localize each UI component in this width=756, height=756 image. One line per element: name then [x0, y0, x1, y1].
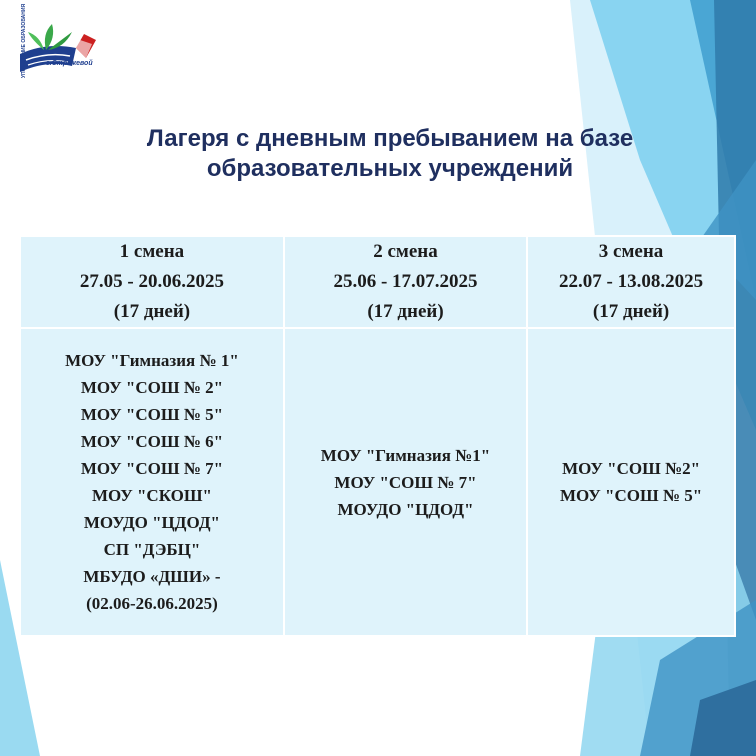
shift-institutions-1 [20, 328, 284, 636]
shift-name: 3 смена [598, 241, 664, 262]
shift-header-3 [527, 236, 735, 328]
institution-item: МОУ "СОШ № 2" [80, 378, 224, 397]
shift-dates: 27.05 - 20.06.2025 [79, 271, 224, 292]
shift-institutions-2 [284, 328, 527, 636]
shift-dates: 25.06 - 17.07.2025 [333, 271, 478, 292]
logo-caption: г.Стрежевой [46, 60, 93, 67]
shift-days: (17 дней) [113, 301, 191, 322]
institution-item: МОУ "Гимназия № 1" [65, 351, 239, 370]
institution-item: МОУ "СКОШ" [91, 486, 212, 505]
title-line: Лагеря с дневным пребыванием на базе [146, 125, 634, 152]
shift-name: 2 смена [373, 241, 438, 262]
shift-dates: 22.07 - 13.08.2025 [559, 271, 704, 292]
institution-item: МОУ "СОШ № 7" [80, 459, 224, 478]
title-line: образовательных учреждений [206, 155, 574, 182]
page-title [70, 124, 710, 184]
institution-item: МОУ "СОШ №2" [562, 459, 701, 478]
shift-days: (17 дней) [592, 301, 670, 322]
table-body-row [20, 328, 735, 636]
logo-vertical-text: УПРАВЛЕНИЕ ОБРАЗОВАНИЯ [21, 3, 28, 79]
institution-item: (02.06-26.06.2025) [86, 594, 218, 613]
institution-item: МОУ "СОШ № 5" [559, 486, 703, 505]
institution-item: МОУ "СОШ № 5" [80, 405, 224, 424]
shift-institutions-3 [527, 328, 735, 636]
institution-item: МОУ "Гимназия №1" [320, 445, 491, 465]
shift-days: (17 дней) [367, 301, 444, 322]
shift-header-2 [284, 236, 527, 328]
institution-item: МОУДО "ЦДОД" [337, 499, 474, 519]
shift-header-1 [20, 236, 284, 328]
institution-item: МОУ "СОШ № 6" [80, 432, 224, 451]
shifts-table [19, 235, 736, 637]
institution-item: МОУДО "ЦДОД" [83, 513, 220, 532]
institution-item: МОУ "СОШ № 7" [334, 472, 477, 492]
institution-item: СП "ДЭБЦ" [103, 540, 201, 559]
shift-name: 1 смена [119, 241, 185, 262]
table-header-row [20, 236, 735, 328]
institution-item: МБУДО «ДШИ» - [83, 567, 221, 586]
